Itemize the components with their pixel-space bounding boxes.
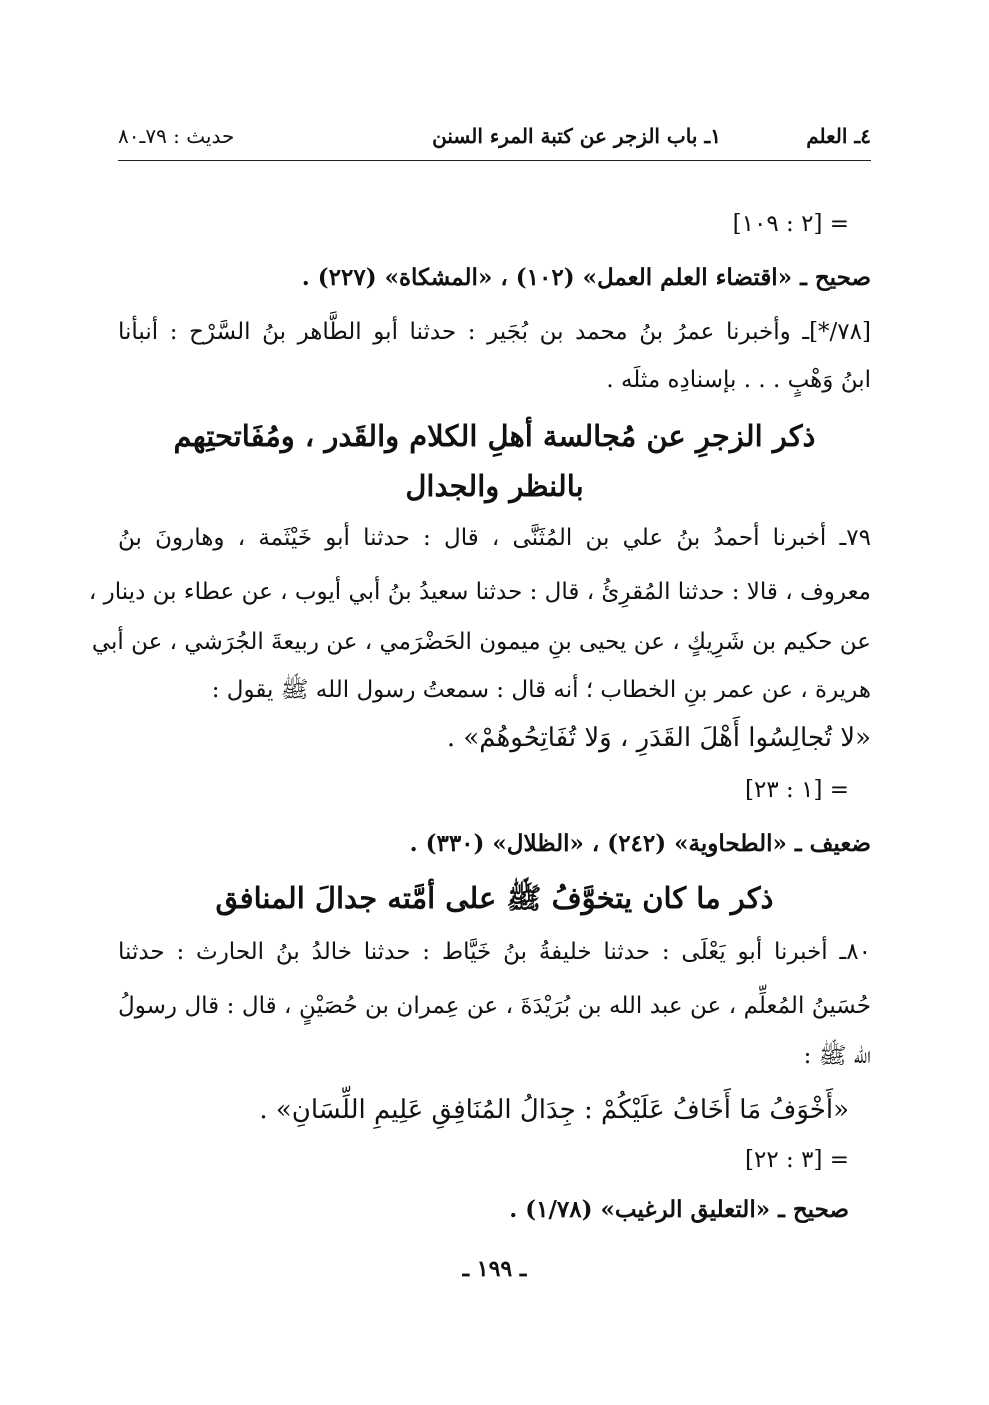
verdict-ref-1: = [٢ : ١٠٩]	[732, 211, 849, 237]
header-divider	[118, 160, 871, 161]
page-number: ـ ١٩٩ ـ	[462, 1256, 527, 1282]
header-section: ١ـ باب الزجر عن كتبة المرء السنن	[432, 124, 721, 148]
hadith-78-line-1: [٧٨/*]ـ وأخبرنا عمرُ بنُ محمد بن بُجَير : حدثنا أبو الطَّاهر بنُ السَّرْح : أنبأنا	[118, 319, 871, 345]
hadith-79-line-2: معروف ، قالا : حدثنا المُقرِئُ ، قال : حدثنا سعيدُ بنُ أبي أيوب ، عن عطاء بن دينار ،	[88, 579, 871, 605]
hadith-79-line-4: هريرة ، عن عمر بنِ الخطاب ؛ أنه قال : سمعتُ رسول الله ﷺ يقول :	[211, 677, 871, 703]
header-chapter: ٤ـ العلم	[806, 124, 871, 148]
section-heading-2: ذكر ما كان يتخوَّفُ ﷺ على أمَّته جدالَ المنافق	[215, 881, 774, 915]
hadith-78-line-2: ابنُ وَهْبٍ . . . بإسنادِه مثلَه .	[606, 367, 871, 393]
section-heading-1-line-1: ذكر الزجرِ عن مُجالسة أهلِ الكلام والقَدر ، ومُفَاتحتِهم	[173, 419, 816, 453]
header-hadith-range: حديث : ٧٩ـ٨٠	[118, 124, 235, 148]
section-heading-1-line-2: بالنظر والجدال	[405, 469, 584, 503]
grading-note-3: صحيح ـ «التعليق الرغيب» (١/٧٨) .	[509, 1196, 849, 1223]
hadith-80-line-3: الله ﷺ :	[803, 1043, 871, 1069]
verdict-ref-2: = [١ : ٢٣]	[745, 777, 849, 803]
hadith-80-quote: «أَخْوَفُ مَا أَخَافُ عَلَيْكُمْ : جِدَالُ المُنَافِقِ عَلِيمِ اللِّسَانِ» .	[259, 1095, 849, 1125]
running-header	[118, 118, 871, 158]
hadith-80-line-1: ٨٠ـ أخبرنا أبو يَعْلَى : حدثنا خليفةُ بنُ خَيَّاط : حدثنا خالدُ بنُ الحارث : حدثنا	[118, 939, 871, 965]
grading-note-2: ضعيف ـ «الطحاوية» (٢٤٢) ، «الظلال» (٣٣٠) .	[409, 830, 871, 857]
hadith-80-line-2: حُسَينُ المُعلِّم ، عن عبد الله بن بُرَيْدَةَ ، عن عِمران بن حُصَيْنٍ ، قال : قال رسولُ	[118, 993, 871, 1019]
hadith-79-line-3: عن حكيم بن شَرِيكٍ ، عن يحيى بنِ ميمون الحَضْرَمي ، عن ربيعةَ الجُرَشي ، عن أبي	[91, 629, 871, 655]
hadith-79-quote: «لا تُجالِسُوا أَهْلَ القَدَرِ ، وَلا تُفَاتِحُوهُمْ» .	[446, 723, 871, 753]
grading-note-1: صحيح ـ «اقتضاء العلم العمل» (١٠٢) ، «المشكاة» (٢٢٧) .	[301, 264, 871, 291]
hadith-79-line-1: ٧٩ـ أخبرنا أحمدُ بنُ علي بن المُثَنَّى ، قال : حدثنا أبو خَيْثَمة ، وهارونَ بنُ	[118, 525, 871, 551]
verdict-ref-3: = [٣ : ٢٢]	[745, 1147, 849, 1173]
